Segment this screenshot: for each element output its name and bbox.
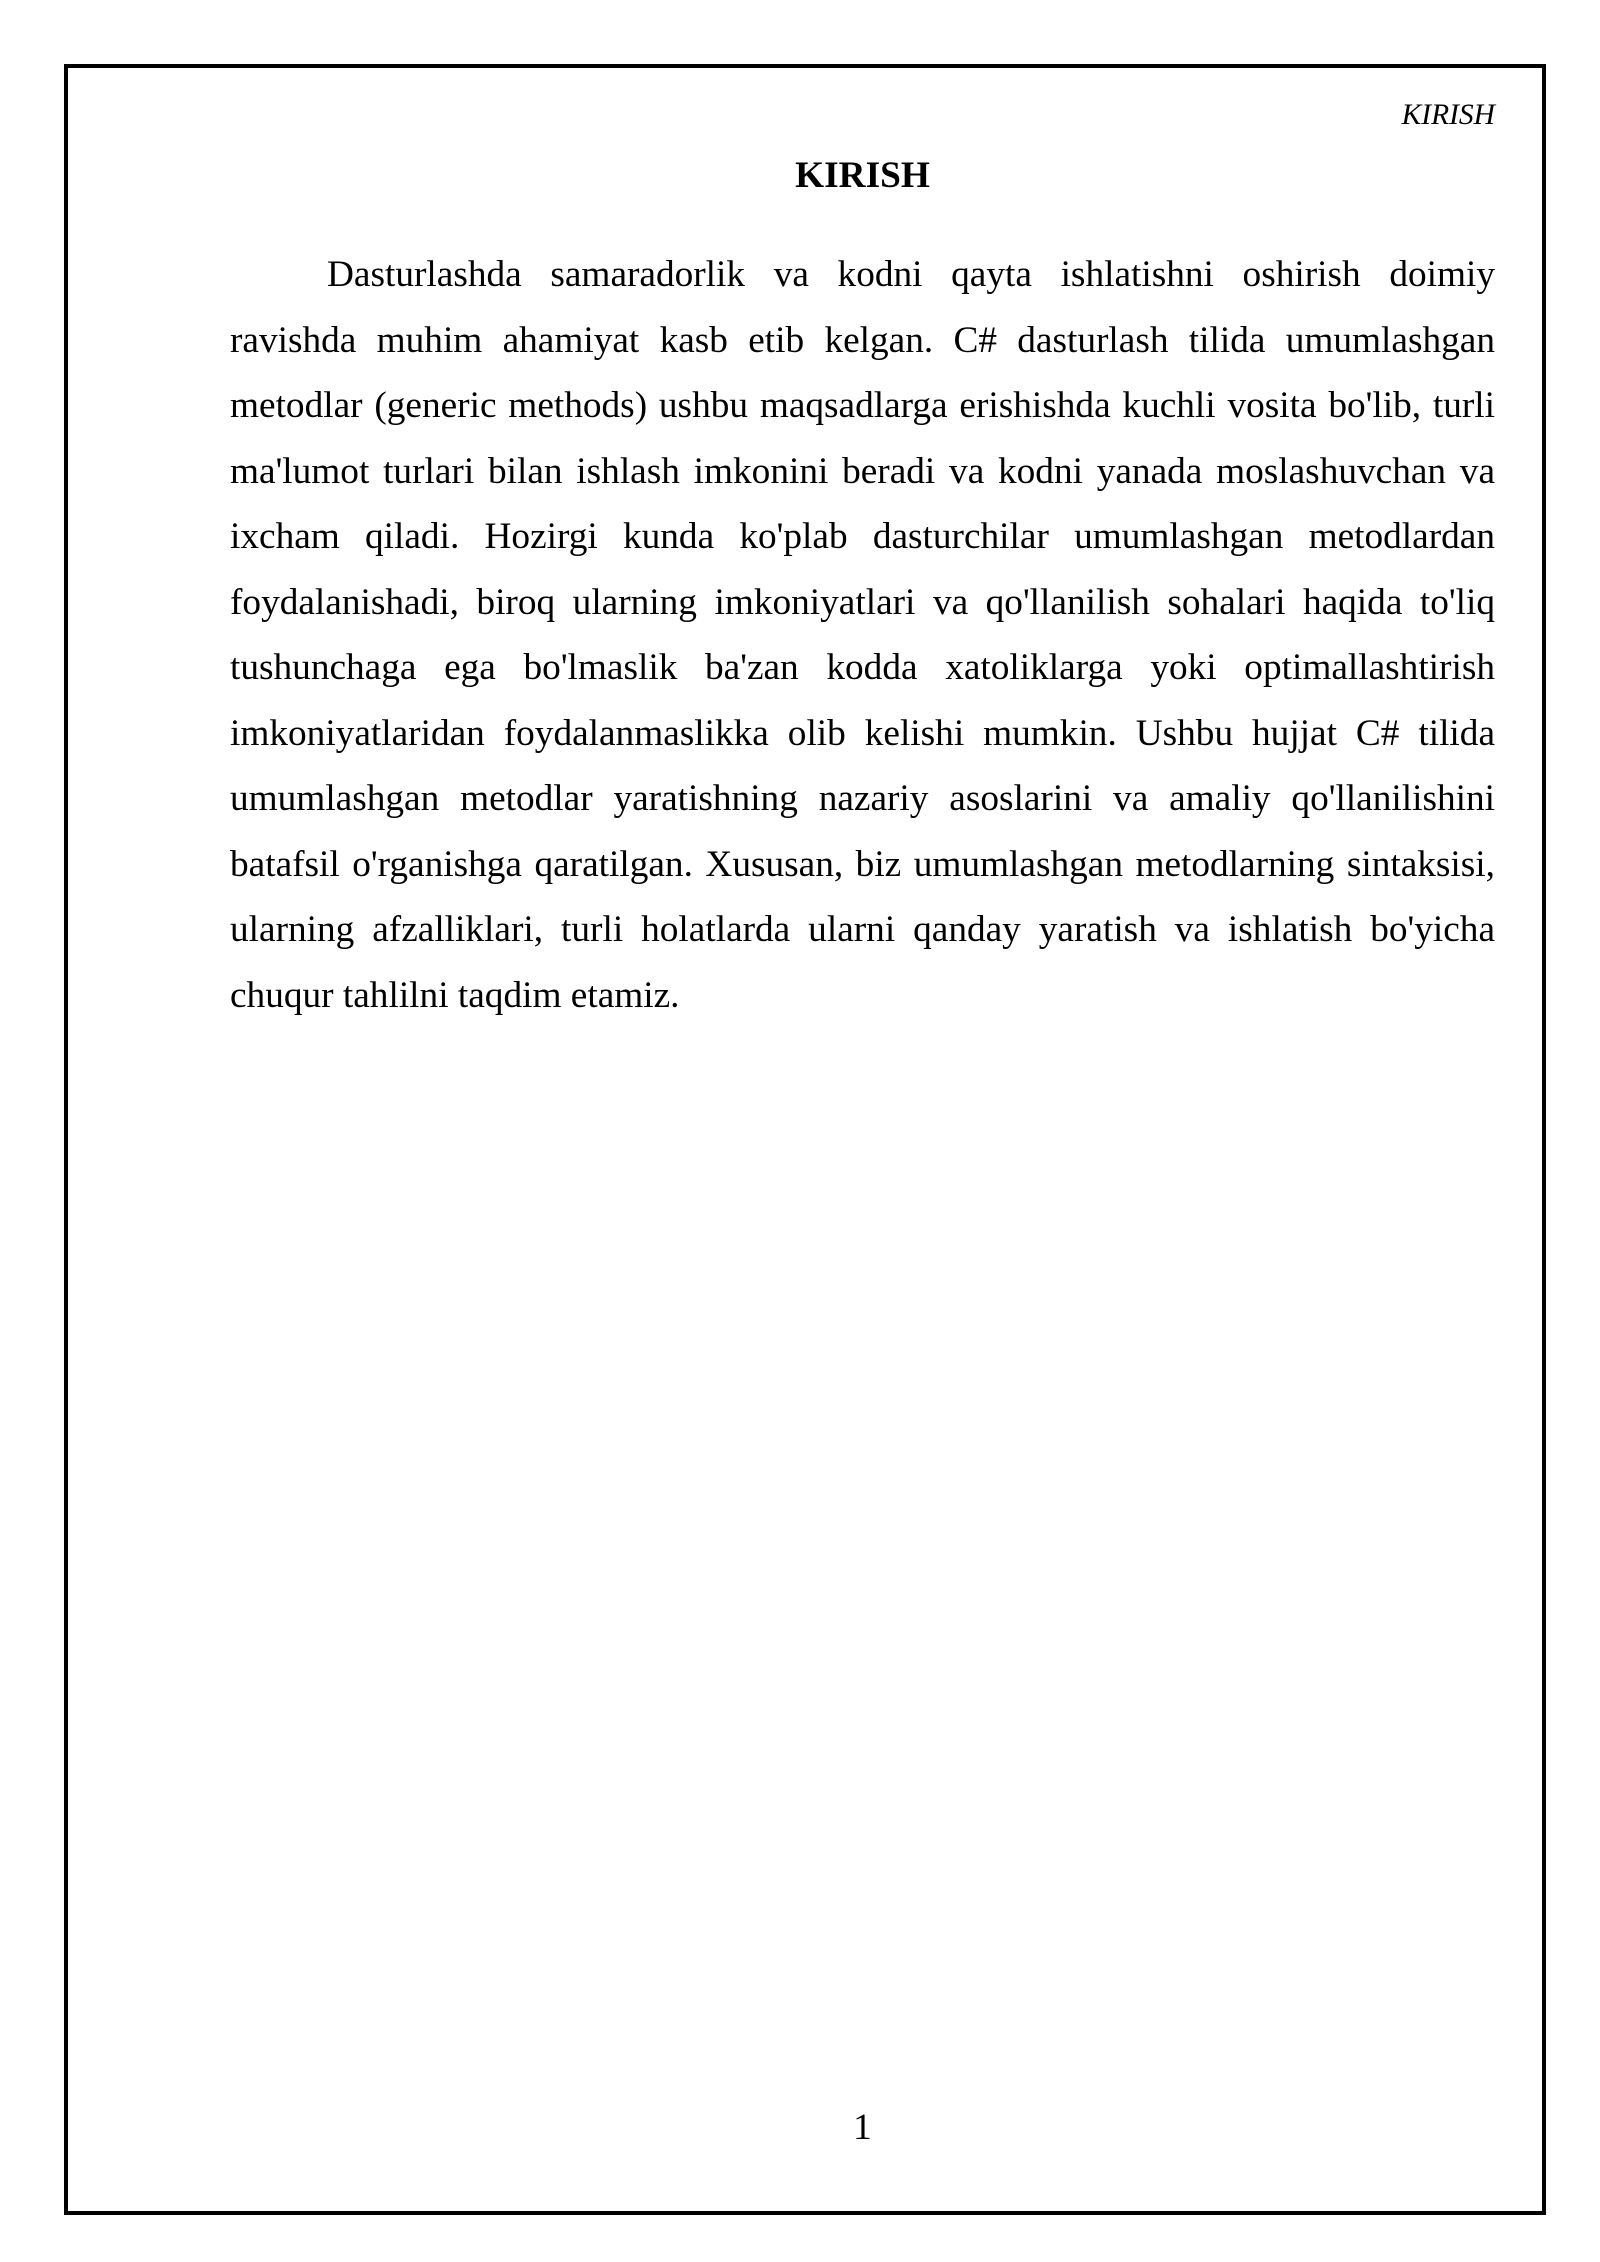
paragraph-line: ularning afzalliklari, turli holatlarda ularni qanday yaratish va ishlatish bo'yicha (230, 909, 1495, 950)
paragraph-line: Dasturlashda samaradorlik va kodni qayta ishlatishni oshirish doimiy (327, 254, 1495, 295)
paragraph-line: foydalanishadi, biroq ularning imkoniyatlari va qo'llanilish sohalari haqida to'liq (230, 581, 1495, 623)
paragraph-line: imkoniyatlaridan foydalanmaslikka olib kelishi mumkin. Ushbu hujjat C# tilida (230, 712, 1495, 754)
paragraph-line: ravishda muhim ahamiyat kasb etib kelgan. C# dasturlash tilida umumlashgan (230, 319, 1495, 361)
body-paragraph (230, 242, 1495, 1028)
paragraph-line: umumlashgan metodlar yaratishning nazariy asoslarini va amaliy qo'llanilishini (230, 778, 1495, 819)
paragraph-line: tushunchaga ega bo'lmaslik ba'zan kodda xatoliklarga yoki optimallashtirish (230, 647, 1495, 688)
paragraph-line: chuqur tahlilni taqdim etamiz. (230, 974, 680, 1016)
paragraph-line: ixcham qiladi. Hozirgi kunda ko'plab dasturchilar umumlashgan metodlardan (230, 516, 1495, 557)
running-header: KIRISH (1401, 99, 1495, 131)
paragraph-line: ma'lumot turlari bilan ishlash imkonini beradi va kodni yanada moslashuvchan va (230, 450, 1495, 492)
page-title: KIRISH (795, 155, 930, 196)
paragraph-line: metodlar (generic methods) ushbu maqsadlarga erishishda kuchli vosita bo'lib, turli (230, 385, 1495, 426)
paragraph-line: batafsil o'rganishga qaratilgan. Xususan, biz umumlashgan metodlarning sintaksisi, (230, 843, 1495, 885)
page-number: 1 (853, 2107, 872, 2148)
